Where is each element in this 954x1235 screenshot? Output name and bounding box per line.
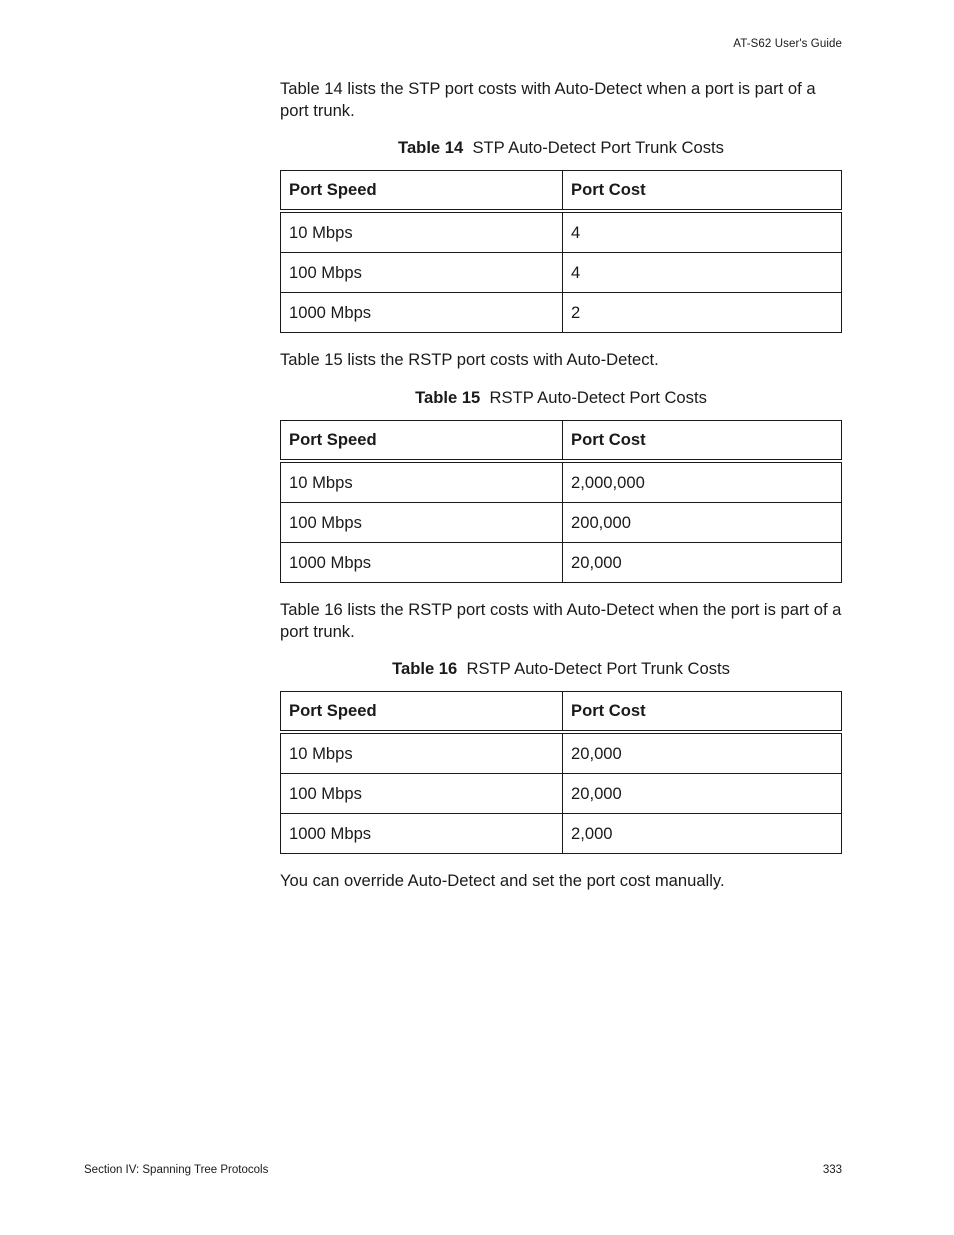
footer-section-title: Section IV: Spanning Tree Protocols bbox=[84, 1164, 269, 1176]
table-row bbox=[281, 253, 842, 293]
port-cost-cell: 2 bbox=[563, 293, 842, 333]
port-speed-cell: 100 Mbps bbox=[281, 774, 563, 814]
table-header-row bbox=[281, 692, 842, 733]
table14 bbox=[280, 170, 842, 333]
column-header-port-cost: Port Cost bbox=[563, 692, 842, 733]
column-header-port-cost: Port Cost bbox=[563, 421, 842, 462]
port-speed-cell: 1000 Mbps bbox=[281, 293, 563, 333]
closing-paragraph: You can override Auto-Detect and set the port cost manually. bbox=[280, 871, 725, 890]
port-speed-cell: 100 Mbps bbox=[281, 503, 563, 543]
table-row bbox=[281, 543, 842, 583]
running-header: AT-S62 User's Guide bbox=[733, 38, 842, 50]
table-row bbox=[281, 774, 842, 814]
table15-caption bbox=[280, 387, 842, 409]
page-content bbox=[280, 78, 842, 892]
port-speed-cell: 10 Mbps bbox=[281, 732, 563, 774]
port-cost-cell: 2,000,000 bbox=[563, 461, 842, 503]
port-speed-cell: 10 Mbps bbox=[281, 461, 563, 503]
port-speed-cell: 1000 Mbps bbox=[281, 543, 563, 583]
port-cost-cell: 20,000 bbox=[563, 732, 842, 774]
footer-page-number: 333 bbox=[822, 1164, 842, 1176]
column-header-port-speed: Port Speed bbox=[281, 692, 563, 733]
port-cost-cell: 4 bbox=[563, 211, 842, 253]
table15 bbox=[280, 420, 842, 583]
table16-caption-number: Table 16 bbox=[392, 659, 458, 678]
table-header-row bbox=[281, 171, 842, 212]
table-row bbox=[281, 814, 842, 854]
table15-caption-number: Table 15 bbox=[415, 388, 481, 407]
port-cost-cell: 20,000 bbox=[563, 774, 842, 814]
table-header-row bbox=[281, 421, 842, 462]
table16-intro: Table 16 lists the RSTP port costs with Auto-Detect when the port is part of a port trunk. bbox=[280, 600, 842, 641]
table14-caption-number: Table 14 bbox=[398, 138, 464, 157]
table-row bbox=[281, 293, 842, 333]
table15-caption-title: RSTP Auto-Detect Port Costs bbox=[489, 388, 707, 407]
table-row bbox=[281, 503, 842, 543]
table15-intro: Table 15 lists the RSTP port costs with Auto-Detect. bbox=[280, 350, 659, 369]
column-header-port-cost: Port Cost bbox=[563, 171, 842, 212]
port-speed-cell: 100 Mbps bbox=[281, 253, 563, 293]
port-cost-cell: 200,000 bbox=[563, 503, 842, 543]
column-header-port-speed: Port Speed bbox=[281, 171, 563, 212]
table14-caption bbox=[280, 137, 842, 159]
table14-caption-title: STP Auto-Detect Port Trunk Costs bbox=[472, 138, 724, 157]
port-cost-cell: 20,000 bbox=[563, 543, 842, 583]
table-row bbox=[281, 211, 842, 253]
port-cost-cell: 2,000 bbox=[563, 814, 842, 854]
table-row bbox=[281, 461, 842, 503]
table16-caption-title: RSTP Auto-Detect Port Trunk Costs bbox=[466, 659, 730, 678]
port-speed-cell: 1000 Mbps bbox=[281, 814, 563, 854]
table16-caption bbox=[280, 658, 842, 680]
port-cost-cell: 4 bbox=[563, 253, 842, 293]
table14-intro: Table 14 lists the STP port costs with Auto-Detect when a port is part of a port trunk. bbox=[280, 79, 816, 120]
table-row bbox=[281, 732, 842, 774]
table16 bbox=[280, 691, 842, 854]
port-speed-cell: 10 Mbps bbox=[281, 211, 563, 253]
column-header-port-speed: Port Speed bbox=[281, 421, 563, 462]
